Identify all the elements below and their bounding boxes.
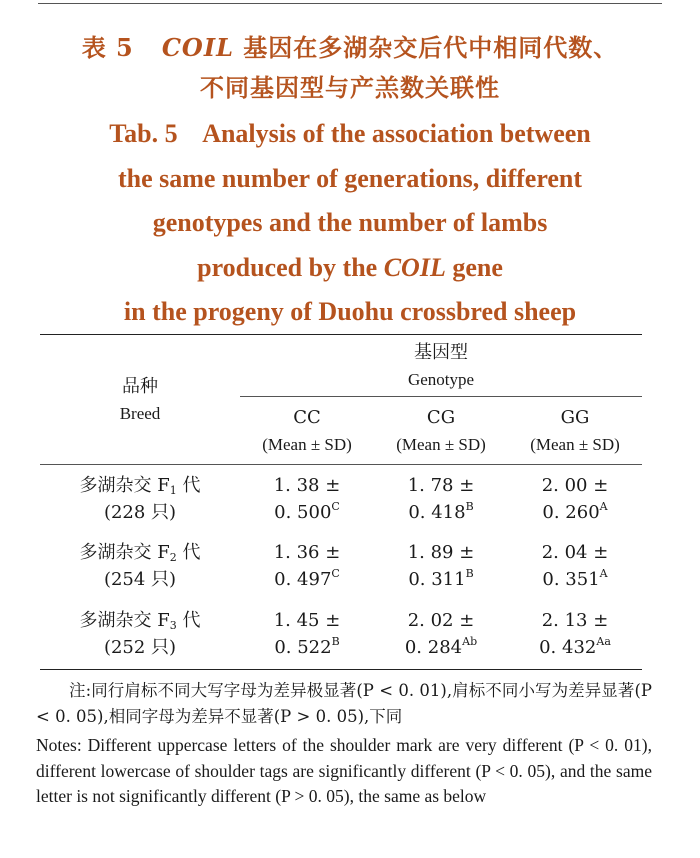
sd-value: 0. 418 xyxy=(408,501,466,523)
column-sub: (Mean ± SD) xyxy=(530,434,620,454)
caption-en-line-3: genotypes and the number of lambs xyxy=(152,208,548,237)
value-cell xyxy=(240,600,374,670)
value-cell xyxy=(374,533,508,600)
breed-suffix: 代 xyxy=(176,610,201,632)
caption-en-line-4 xyxy=(0,246,700,291)
mean-value: 1. 38 ± xyxy=(273,474,341,496)
significance-mark: C xyxy=(331,567,340,580)
note-en: Notes: Different uppercase letters of the shoulder mark are very different (P < 0. 01), different lowercase of shoulder tags are significantly different (P < 0. 05), and the same letter is not significantly different (P > 0. 05), the same as below xyxy=(36,735,652,806)
significance-mark: B xyxy=(465,499,474,513)
gene-name: COIL xyxy=(161,33,234,62)
genotype-header xyxy=(240,335,642,397)
breed-name: 多湖杂交 F xyxy=(79,610,170,632)
generation-subscript: 1 xyxy=(169,483,177,497)
significance-mark: B xyxy=(331,635,340,649)
caption-en-line-2: the same number of generations, different xyxy=(117,163,583,193)
sd-value: 0. 497 xyxy=(274,569,332,590)
generation-subscript: 2 xyxy=(169,551,177,564)
value-cell xyxy=(508,600,642,670)
mean-value: 2. 04 ± xyxy=(541,542,609,563)
significance-mark: A xyxy=(599,567,608,580)
column-name: CC xyxy=(293,406,321,428)
genotype-header-cn: 基因型 xyxy=(414,341,468,363)
table-number-cn: 表 5 xyxy=(81,33,134,62)
value-cell xyxy=(374,465,508,533)
caption-en-text: gene xyxy=(445,252,503,282)
sample-count: (254 只) xyxy=(103,569,177,590)
sd-value: 0. 500 xyxy=(274,501,332,523)
column-sub: (Mean ± SD) xyxy=(396,434,486,454)
top-rule xyxy=(38,3,662,4)
mean-value: 2. 00 ± xyxy=(541,474,609,496)
table-row xyxy=(40,533,642,600)
value-cell xyxy=(374,600,508,670)
caption-en-line-5: in the progeny of Duohu crossbred sheep xyxy=(123,297,577,326)
data-table xyxy=(40,334,642,670)
breed-header xyxy=(40,335,240,465)
breed-name: 多湖杂交 F xyxy=(79,474,170,496)
mean-value: 1. 78 ± xyxy=(407,474,475,496)
breed-suffix: 代 xyxy=(176,474,201,496)
breed-suffix: 代 xyxy=(176,542,201,563)
breed-cell xyxy=(40,465,240,533)
significance-mark: A xyxy=(599,499,608,513)
breed-header-cn: 品种 xyxy=(122,375,158,397)
significance-mark: C xyxy=(331,499,340,513)
column-header-cc xyxy=(240,397,374,465)
significance-mark: B xyxy=(465,567,474,580)
generation-subscript: 3 xyxy=(169,619,177,633)
sd-value: 0. 522 xyxy=(274,637,332,659)
mean-value: 2. 13 ± xyxy=(541,610,609,632)
sd-value: 0. 432 xyxy=(539,637,597,659)
mean-value: 1. 89 ± xyxy=(407,542,475,563)
sd-value: 0. 351 xyxy=(542,569,600,590)
breed-cell xyxy=(40,533,240,600)
value-cell xyxy=(508,465,642,533)
sample-count: (228 只) xyxy=(103,501,177,523)
caption-en-text: produced by the xyxy=(197,252,384,282)
table-notes xyxy=(36,678,652,810)
column-name: GG xyxy=(560,406,590,428)
value-cell xyxy=(240,465,374,533)
sd-value: 0. 284 xyxy=(404,637,463,659)
note-cn: 注:同行肩标不同大写字母为差异极显著(P < 0. 01),肩标不同小写为差异显著(P < 0. 05),相同字母为差异不显著(P > 0. 05),下同 xyxy=(36,681,652,726)
sample-count: (252 只) xyxy=(103,637,177,659)
column-name: CG xyxy=(426,406,456,428)
mean-value: 1. 45 ± xyxy=(273,610,341,632)
table-row xyxy=(40,465,642,533)
value-cell xyxy=(508,533,642,600)
table-caption xyxy=(0,28,700,335)
breed-cell xyxy=(40,600,240,670)
genotype-header-en: Genotype xyxy=(407,369,475,389)
caption-cn-line-1 xyxy=(0,28,700,68)
column-sub: (Mean ± SD) xyxy=(262,434,352,454)
breed-header-en: Breed xyxy=(119,403,161,423)
significance-mark: Aa xyxy=(596,635,611,649)
gene-name-en: COIL xyxy=(383,252,446,282)
breed-name: 多湖杂交 F xyxy=(79,542,170,563)
mean-value: 2. 02 ± xyxy=(407,610,475,632)
column-header-cg xyxy=(374,397,508,465)
value-cell xyxy=(240,533,374,600)
caption-cn-text: 基因在多湖杂交后代中相同代数、 xyxy=(233,33,619,62)
significance-mark: Ab xyxy=(462,635,478,649)
sd-value: 0. 311 xyxy=(408,569,466,590)
table-row xyxy=(40,600,642,670)
caption-cn-line-2: 不同基因型与产羔数关联性 xyxy=(200,73,500,102)
column-header-gg xyxy=(508,397,642,465)
caption-en-line-1: Tab. 5 Analysis of the association between xyxy=(109,119,591,148)
mean-value: 1. 36 ± xyxy=(273,542,341,563)
sd-value: 0. 260 xyxy=(542,501,600,523)
